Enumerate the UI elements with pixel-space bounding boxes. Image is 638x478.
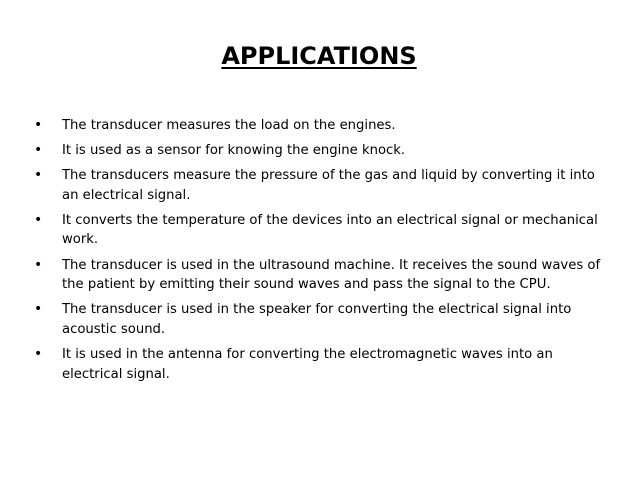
bullet-list [34, 116, 604, 390]
bullet-text: The transducer is used in the ultrasound machine. It receives the sound waves of the patient by emitting their sound waves and pass the signal to the CPU. [62, 257, 601, 293]
bullet-icon: • [34, 167, 43, 184]
list-item [34, 256, 604, 295]
list-item [34, 116, 604, 136]
bullet-text: It is used as a sensor for knowing the engine knock. [62, 143, 406, 159]
bullet-text: The transducers measure the pressure of the gas and liquid by converting it into an electrical signal. [62, 168, 595, 203]
bullet-text: It is used in the antenna for converting the electromagnetic waves into an electrical signal. [62, 346, 553, 382]
list-item [34, 211, 604, 250]
list-item [34, 345, 604, 384]
slide-title: APPLICATIONS [221, 42, 417, 70]
bullet-icon: • [34, 211, 43, 228]
bullet-icon: • [34, 301, 43, 318]
bullet-icon: • [34, 142, 43, 159]
bullet-icon: • [34, 256, 43, 273]
bullet-icon: • [34, 345, 43, 362]
bullet-text: The transducer measures the load on the engines. [62, 118, 396, 133]
bullet-text: It converts the temperature of the devices into an electrical signal or mechanical work. [62, 212, 598, 248]
list-item [34, 141, 604, 161]
list-item [34, 300, 604, 339]
list-item [34, 166, 604, 205]
bullet-text: The transducer is used in the speaker for converting the electrical signal into acoustic sound. [62, 302, 572, 337]
bullet-icon: • [34, 117, 43, 133]
